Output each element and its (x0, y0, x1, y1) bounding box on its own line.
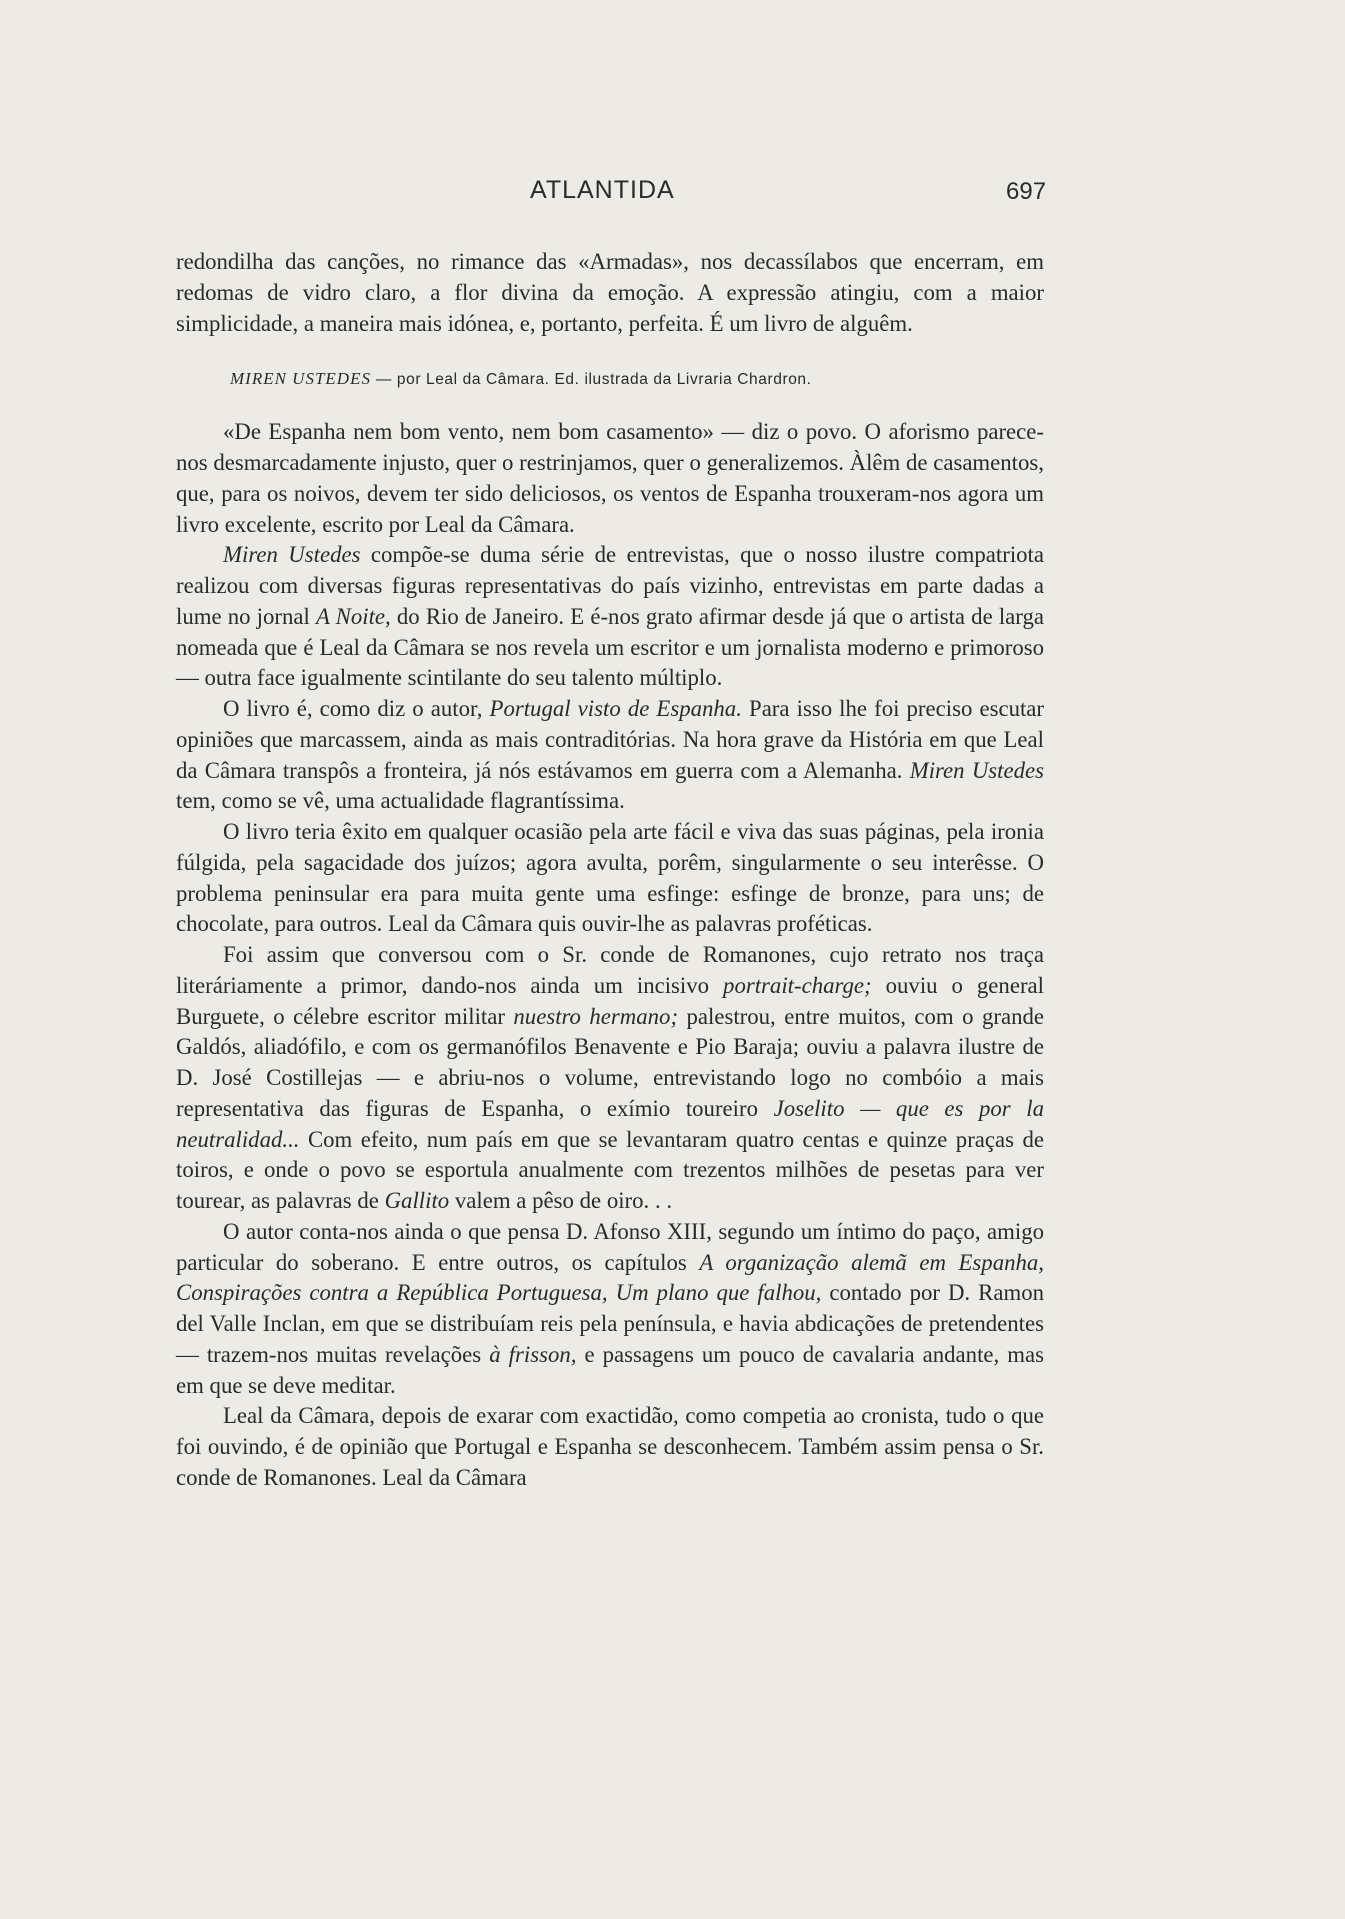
italic-title: A Noite, (316, 603, 391, 629)
paragraph-text: Com efeito, num país em que se levantaram quatro centas e quinze praças de toiros, e onde o povo se esportula anualmente com trezentos milhões de pesetas para ver tourear, as palavras de (176, 1126, 1044, 1213)
paragraph-text: O autor conta-nos ainda o que pensa D. Afonso XIII, segundo um íntimo do paço, amigo particular do soberano. E entre outros, os capítulos (176, 1218, 1044, 1275)
paragraph-text: do Rio de Janeiro. E é-nos grato afirmar desde já que o artista de larga nomeada que é Leal da Câmara se nos revela um escritor e um jornalista moderno e primoroso — outra face igualmente scintilante do seu talento múltiplo. (176, 603, 1044, 691)
italic-phrase: A organização alemã em Espanha, Conspirações contra a República Portuguesa, Um plano que falhou, (176, 1249, 1044, 1306)
intro-paragraph: redondilha das canções, no rimance das «Armadas», nos decassílabos que encerram, em redomas de vidro claro, a flor divina da emoção. A expressão atingiu, com a maior simplicidade, a maneira mais idónea, e, portanto, perfeita. É um livro de alguêm. (176, 249, 1044, 336)
paragraph-text: Leal da Câmara, depois de exarar com exactidão, como competia ao cronista, tudo o que foi ouvindo, é de opinião que Portugal e Espanha se desconhecem. Também assim pensa o Sr. conde de Romanones. Leal da Câmara (176, 1403, 1044, 1490)
paragraph-text: ouviu o general Burguete, o célebre escritor militar (176, 972, 1044, 1029)
page-number: 697 (1006, 178, 1047, 205)
paragraph-text: compõe-se duma série de entrevistas, que o nosso ilustre compatriota realizou com diversas figuras representativas do país vizinho, entrevistas em parte dadas a lume no jornal (176, 542, 1045, 629)
paragraph-text: «De Espanha nem bom vento, nem bom casamento» — diz o povo. O aforismo parece-nos desmarcadamente injusto, quer o restrinjamos, quer o generalizemos. Àlêm de casamentos, que, para os noivos, devem ter sido deliciosos, os ventos de Espanha trouxeram-nos agora um livro excelente, escrito por Leal da Câmara. (176, 419, 1044, 537)
body-text (176, 247, 1044, 1494)
paragraph (176, 694, 1044, 817)
paragraph (176, 940, 1044, 1217)
paragraph (176, 417, 1044, 540)
paragraph (176, 1401, 1044, 1493)
paragraph-text: valem a pêso de oiro. . . (449, 1188, 673, 1213)
paragraph-text: contado por D. Ramon del Valle Inclan, em que se distribuíam reis pela península, e havia abdicações de pretendentes — trazem-nos muitas revelações (176, 1280, 1044, 1367)
italic-phrase: nuestro hermano; (513, 1003, 679, 1029)
paragraph-text: Foi assim que conversou com o Sr. conde de Romanones, cujo retrato nos traça literáriamente a primor, dando-nos ainda um incisivo (176, 942, 1044, 998)
italic-phrase: Gallito (384, 1188, 450, 1213)
paragraph-text: e passagens um pouco de cavalaria andante, mas em que se deve meditar. (176, 1341, 1044, 1398)
paragraph-text: O livro é, como diz o autor, (223, 696, 490, 721)
review-book-title: MIREN USTEDES (230, 369, 371, 389)
paragraph (176, 1217, 1044, 1402)
review-book-details: — por Leal da Câmara. Ed. ilustrada da Livraria Chardron. (370, 371, 812, 389)
italic-phrase: portrait-charge; (723, 972, 872, 998)
italic-phrase: Joselito — que es por la neutralidad... (176, 1095, 1045, 1152)
running-title: ATLANTIDA (530, 176, 675, 204)
paragraph-text: Para isso lhe foi preciso escutar opiniões que marcassem, ainda as mais contraditórias. Na hora grave da História em que Leal da Câmara transpôs a fronteira, já nós estávamos em guerra com a Alemanha. (176, 696, 1045, 783)
paragraph-text: tem, como se vê, uma actualidade flagrantíssima. (176, 788, 625, 814)
italic-title: Portugal visto de Espanha. (489, 696, 742, 721)
paragraph (176, 540, 1044, 694)
review-entry (176, 368, 1044, 391)
italic-phrase: à frisson, (489, 1341, 577, 1367)
paragraph (176, 817, 1044, 940)
paragraph-text: palestrou, entre muitos, com o grande Galdós, aliadófilo, e com os germanófilos Benavente e Pio Baraja; ouviu a palavra ilustre de D. José Costillejas — e abriu-nos o volume, entrevistando logo no combóio a mais representativa das figuras de Espanha, o exímio toureiro (176, 1003, 1044, 1121)
paragraph-text: O livro teria êxito em qualquer ocasião pela arte fácil e viva das suas páginas, pela ironia fúlgida, pela sagacidade dos juízos; agora avulta, porêm, singularmente o seu interêsse. O problema peninsular era para muita gente uma esfinge: esfinge de bronze, para uns; de chocolate, para outros. Leal da Câmara quis ouvir-lhe as palavras proféticas. (176, 819, 1044, 937)
italic-title: Miren Ustedes (909, 757, 1045, 783)
italic-title: Miren Ustedes (223, 542, 361, 568)
page-header (0, 176, 1345, 216)
